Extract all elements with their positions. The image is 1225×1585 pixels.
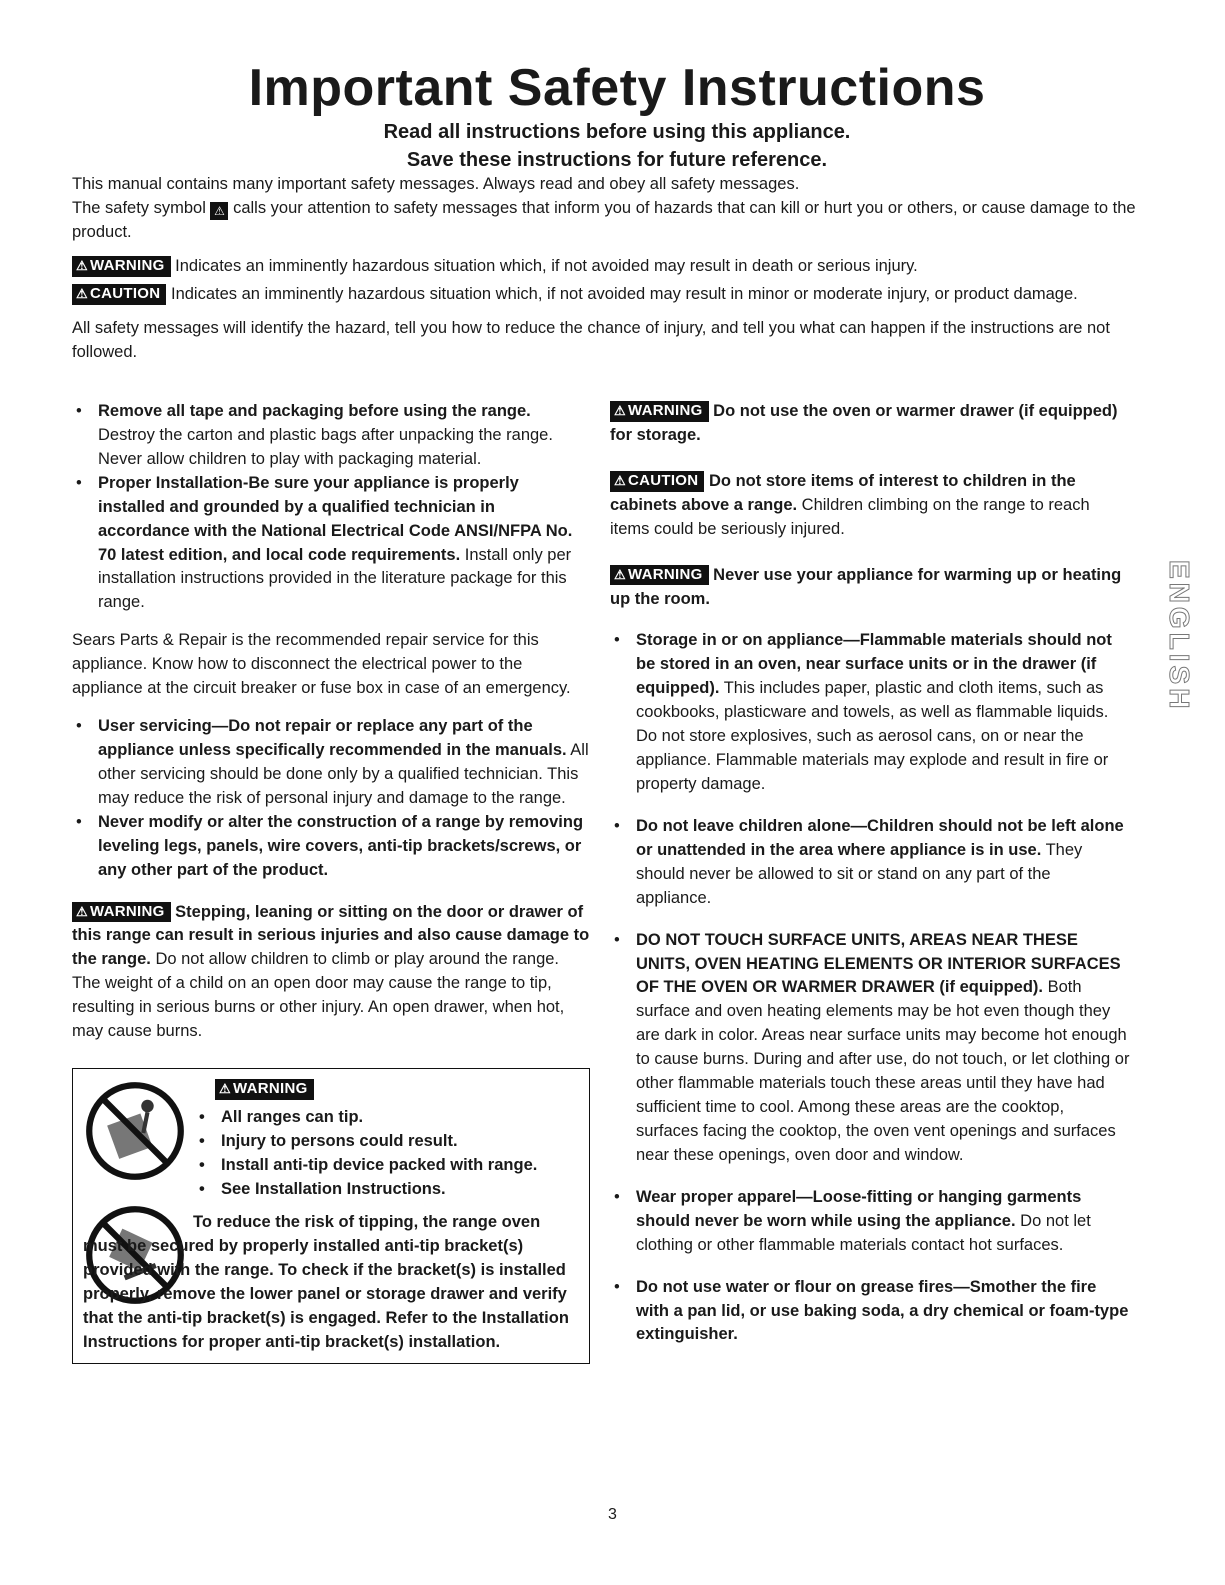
subhead-read: Read all instructions before using this appliance. <box>383 121 851 144</box>
list-item: • Proper Installation-Be sure your appliance is properly installed and grounded by a qualified technician in accordance with the National Electrical Code ANSI/NFPA No. 70 latest edition, and local code requirements. Install only per installation instructions provided in the literature package for this range. <box>72 472 590 616</box>
list-item: • All ranges can tip. <box>195 1106 579 1130</box>
page-title: Important Safety Instructions <box>248 59 986 117</box>
no-tipping-icon <box>83 1079 187 1183</box>
anti-tip-text: To reduce the risk of tipping, the range oven must be secured by properly installed anti-tip bracket(s) provided with the range. To check if the bracket(s) is installed properly, remove the lower panel or storage drawer and verify that the anti-tip bracket(s) is engaged. Refer to the Installation Instructions for proper anti-tip bracket(s) installation. <box>83 1213 569 1352</box>
right-column <box>610 400 1130 1347</box>
storage-warning: ⚠ WARNING Do not use the oven or warmer drawer (if equipped) for storage. <box>610 402 1118 444</box>
warning-triangle-icon: ⚠ <box>76 257 88 273</box>
list-item: • Remove all tape and packaging before using the range. Destroy the carton and plastic bags after unpacking the range. Never allow children to play with packaging material. <box>72 400 590 472</box>
list-item: • See Installation Instructions. <box>195 1178 579 1202</box>
intro-line1: This manual contains many important safety messages. Always read and obey all safety messages. <box>72 175 800 194</box>
list-item: • Storage in or on appliance—Flammable materials should not be stored in an oven, near surface units or in the drawer (if equipped). This includes paper, plastic and cloth items, such as cookbooks, plasticware and towels, as well as flammable liquids. Do not store explosives, such as aerosol cans, on or near the appliance. Flammable materials may explode and result in fire or property damage. <box>610 629 1130 796</box>
intro <box>72 173 1162 364</box>
sears-note: Sears Parts & Repair is the recommended repair service for this appliance. Know how to disconnect the electrical power to the appliance at the circuit breaker or fuse box in case of an emergency. <box>72 631 571 698</box>
subhead-save: Save these instructions for future reference. <box>406 149 828 172</box>
warning-definition: ⚠ WARNING Indicates an imminently hazardous situation which, if not avoided may result in death or serious injury. <box>72 255 1162 279</box>
page-number: 3 <box>608 1506 617 1523</box>
warning-badge: ⚠ WARNING <box>72 256 171 277</box>
list-item: • Injury to persons could result. <box>195 1130 579 1154</box>
warning-badge: ⚠ WARNING <box>215 1079 314 1100</box>
intro-line2: The safety symbol ⚠ calls your attention to safety messages that inform you of hazards that can kill or hurt you or others, or cause damage to the product. <box>72 199 1136 242</box>
list-item: • Do not use water or flour on grease fires—Smother the fire with a pan lid, or use baking soda, a dry chemical or foam-type extinguisher. <box>610 1276 1130 1348</box>
language-tab: ENGLISH <box>1164 560 1195 713</box>
caution-definition: ⚠ CAUTION Indicates an imminently hazardous situation which, if not avoided may result in minor or moderate injury, or product damage. <box>72 283 1162 307</box>
left-column <box>72 400 590 1364</box>
warning-triangle-icon: ⚠ <box>76 285 88 301</box>
list-item: • Wear proper apparel—Loose-fitting or hanging garments should never be worn while using the appliance. Do not let clothing or other flammable materials contact hot surfaces. <box>610 1186 1130 1258</box>
warning-triangle-icon: ⚠ <box>614 566 626 582</box>
warning-badge: ⚠ WARNING <box>610 401 709 422</box>
warning-triangle-icon: ⚠ <box>76 903 88 919</box>
safety-symbol-icon: ⚠ <box>210 202 228 220</box>
warning-triangle-icon: ⚠ <box>614 403 626 418</box>
list-item: • Do not leave children alone—Children should not be left alone or unattended in the area where appliance is in use. They should never be allowed to sit or stand on any part of the appliance. <box>610 815 1130 911</box>
warning-triangle-icon: ⚠ <box>614 472 626 488</box>
warning-badge: ⚠ WARNING <box>610 565 709 586</box>
door-warning: ⚠ WARNING Stepping, leaning or sitting on the door or drawer of this range can result in serious injuries and also cause damage to the range. Do not allow children to climb or play around the range. The weight of a child on an open door may cause the range to tip, resulting in serious burns or other injury. An open drawer, when hot, may cause burns. <box>72 902 590 1041</box>
page-header <box>72 60 1162 365</box>
warning-triangle-icon: ⚠ <box>219 1081 231 1097</box>
list-item: • DO NOT TOUCH SURFACE UNITS, AREAS NEAR THESE UNITS, OVEN HEATING ELEMENTS OR INTERIOR SURFACES OF THE OVEN OR WARMER DRAWER (if equipped). Both surface and oven heating elements may be hot even though they are dark in color. Areas near surface units may become hot enough to cause burns. During and after use, do not touch, or let clothing or other flammable materials touch these areas until they have had sufficient time to cool. Among these areas are the cooktop, surfaces facing the cooktop, the oven vent openings and surfaces near these openings, oven door and window. <box>610 929 1130 1168</box>
caution-badge: ⚠ CAUTION <box>610 471 704 492</box>
list-item: • Never modify or alter the construction of a range by removing leveling legs, panels, wire covers, anti-tip brackets/screws, or any other part of the product. <box>72 811 590 883</box>
cabinet-caution: ⚠ CAUTION Do not store items of interest to children in the cabinets above a range. Children climbing on the range to reach items could be seriously injured. <box>610 471 1090 538</box>
anti-tip-warning-box <box>72 1068 590 1364</box>
warning-badge: ⚠ WARNING <box>72 902 171 923</box>
all-messages-note: All safety messages will identify the hazard, tell you how to reduce the chance of injury, and tell you what can happen if the instructions are not followed. <box>72 318 1110 361</box>
heating-warning: ⚠ WARNING Never use your appliance for warming up or heating up the room. <box>610 565 1122 608</box>
caution-badge: ⚠ CAUTION <box>72 284 166 305</box>
list-item: • User servicing—Do not repair or replace any part of the appliance unless specifically recommended in the manuals. All other servicing should be done only by a qualified technician. This may reduce the risk of personal injury and damage to the range. <box>72 715 590 811</box>
list-item: • Install anti-tip device packed with range. <box>195 1154 579 1178</box>
